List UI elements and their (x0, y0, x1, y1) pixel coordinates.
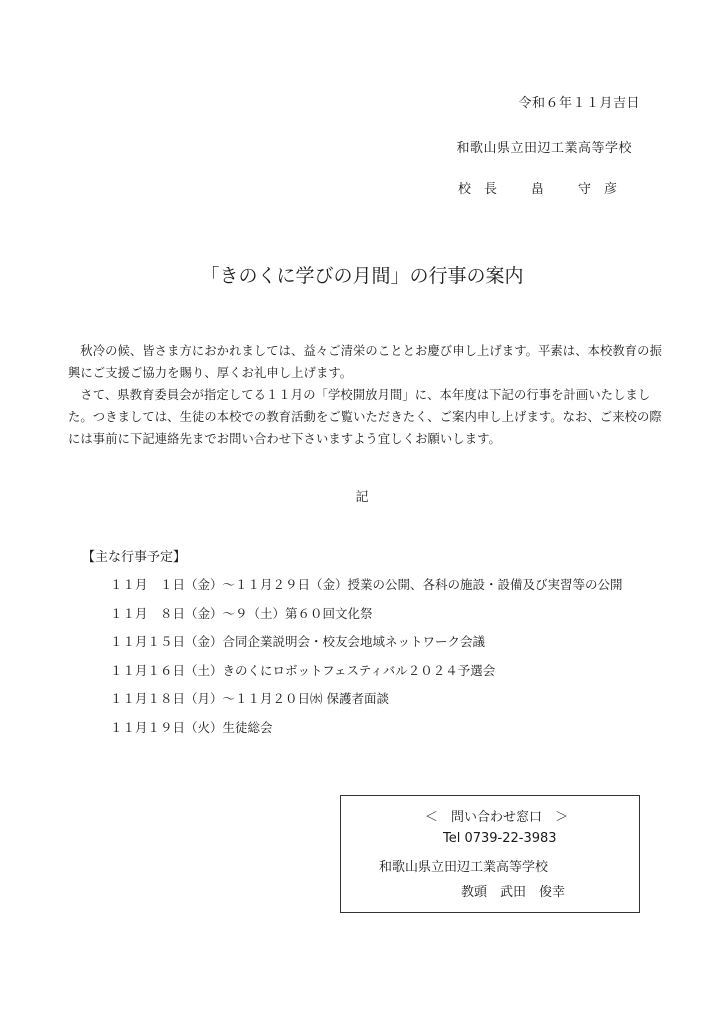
events-heading: 【主な行事予定】 (82, 550, 187, 565)
issue-date: 令和６年１１月吉日 (518, 96, 640, 111)
school-name: 和歌山県立田辺工業高等学校 (456, 141, 632, 156)
ki-marker: 記 (355, 490, 369, 505)
event-item: １１月 ８日（金）～９（土）第６０回文化祭 (110, 605, 373, 621)
principal-given-name: 守 彦 (578, 182, 618, 197)
contact-heading: ＜ 問い合わせ窓口 ＞ (425, 810, 569, 825)
body-paragraph-1: 秋冷の候、皆さま方におかれましては、益々ご清栄のこととお慶び申し上げます。平素は、本校教育の振興にご支援ご協力を賜り、厚くお礼申し上げます。 (68, 344, 662, 380)
event-item: １１月１９日（火）生徒総会 (110, 719, 273, 735)
event-item: １１月 １日（金）～１１月２９日（金）授業の公開、各科の施設・設備及び実習等の公開 (110, 577, 623, 592)
event-item: １１月１８日（月）～１１月２０日㈬ 保護者面談 (110, 691, 389, 707)
principal-title: 校 長 (458, 182, 498, 197)
principal-family-name: 畠 (531, 182, 545, 197)
body-paragraph-2: さて、県教育委員会が指定してる１１月の「学校開放月間」に、本年度は下記の行事を計画いたしました。つきましては、生徒の本校での教育活動をご覧いただきたく、ご案内申し上げます。なお、ご来校の際には事前に下記連絡先までお問い合わせ下さいますよう宜しくお願いします。 (68, 388, 662, 446)
contact-tel: Tel 0739-22-3983 (443, 831, 557, 846)
event-item: １１月１６日（土）きのくにロボットフェスティバル２０２４予選会 (110, 662, 496, 678)
contact-box (340, 795, 640, 913)
document-title: 「きのくに学びの月間」の行事の案内 (200, 265, 524, 287)
contact-school: 和歌山県立田辺工業高等学校 (379, 860, 549, 875)
principal-name (458, 178, 617, 197)
events-list (110, 574, 623, 746)
event-item: １１月１５日（金）合同企業説明会・校友会地域ネットワーク会議 (110, 634, 486, 650)
contact-person: 教頭 武田 俊幸 (461, 885, 566, 900)
body-text (68, 340, 666, 450)
